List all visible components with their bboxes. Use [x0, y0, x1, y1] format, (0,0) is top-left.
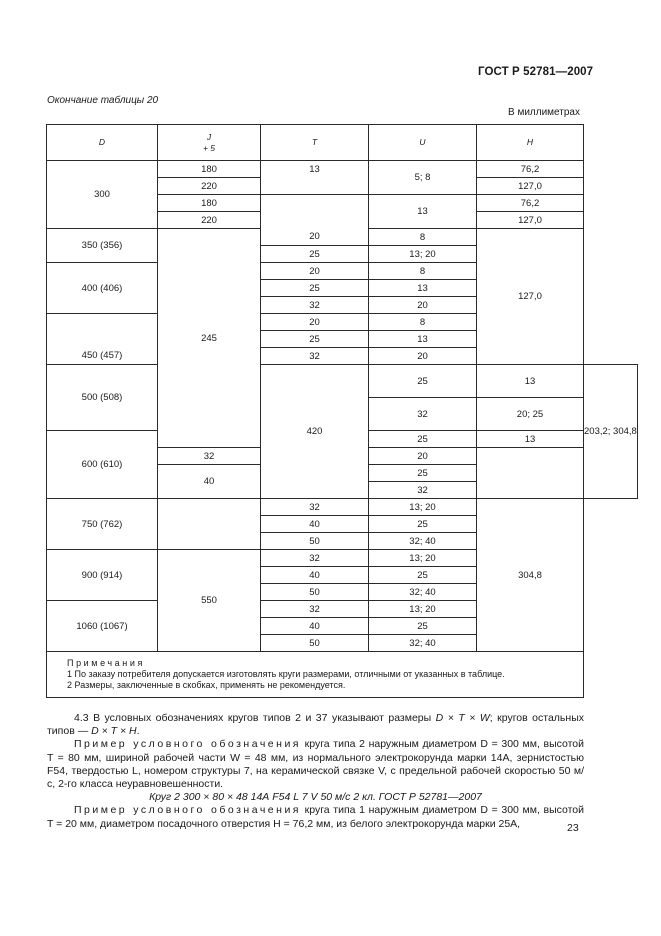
table-cell: 25 [261, 246, 369, 263]
table-cell: 20 [369, 448, 477, 465]
table-cell: 32 [261, 297, 369, 314]
table-cell: 25 [261, 331, 369, 348]
table-cell: 400 (406) [47, 263, 158, 314]
table-cell: 900 (914) [47, 550, 158, 601]
table-cell: 20 [261, 263, 369, 280]
example-paragraph-2: Пример условного обозначения круга типа 1 наружным диаметром D = 300 мм, высотой T = 20 мм, диаметром посадочного отверстия H = 76,2 мм, из белого электрокорунда марки 25А, [47, 804, 585, 830]
page-number: 23 [567, 822, 579, 834]
header-j [158, 125, 261, 161]
table-cell: 420 [261, 365, 369, 499]
table-cell: 25 [369, 516, 477, 533]
table-cell: 76,2 [477, 161, 584, 178]
table-cell: 8 [369, 229, 477, 246]
example-label: Пример условного обозначения [74, 804, 301, 817]
header-t: T [261, 125, 369, 161]
table-cell: 127,0 [477, 229, 584, 365]
table-cell: 127,0 [477, 178, 584, 195]
notes-title: Примечания [67, 658, 145, 668]
table-cell: 600 (610) [47, 431, 158, 499]
table-row [47, 499, 638, 516]
table-cell: 32 [261, 601, 369, 618]
table-cell: 32; 40 [369, 533, 477, 550]
table-cell: 25 [369, 431, 477, 448]
table-cell: 13 [369, 280, 477, 297]
table-cell [158, 499, 261, 550]
table-notes [47, 652, 584, 698]
table-cell: 127,0 [477, 212, 584, 229]
header-j-symbol: J [206, 131, 212, 142]
table-cell: 8 [369, 314, 477, 331]
table-cell: 25 [261, 280, 369, 297]
table-cell: 50 [261, 584, 369, 601]
table-cell: 1060 (1067) [47, 601, 158, 652]
table-cell: 13; 20 [369, 246, 477, 263]
table-cell: 40 [261, 516, 369, 533]
table-cell: 13; 20 [369, 550, 477, 567]
table-cell: 220 [158, 178, 261, 195]
table-cell: 8 [369, 263, 477, 280]
paragraph-4-3: 4.3 В условных обозначениях кругов типов 2 и 37 указывают размеры D × T × W; кругов остальных типов — D × T × H. [47, 712, 584, 738]
notes-row [47, 652, 638, 698]
table-cell: 5; 8 [369, 161, 477, 195]
header-d: D [47, 125, 158, 161]
table-cell: 20 [369, 297, 477, 314]
table-cell: 50 [261, 635, 369, 652]
table-cell: 300 [47, 161, 158, 229]
table-cell: 76,2 [477, 195, 584, 212]
table-cell: 13 [477, 431, 584, 448]
example-paragraph-1: Пример условного обозначения круга типа 2 наружным диаметром D = 300 мм, высотой T = 80 мм, шириной рабочей части W = 48 мм, из нормального электрокорунда марки 14А, зернистостью F54, твердостью L, номером структуры 7, на керамической связке V, с предельной рабочей скоростью 50 м/с, 2-го класса неуравновешенности. [47, 738, 585, 791]
body-text [47, 712, 584, 831]
table-header-row [47, 125, 638, 161]
table-cell: 20 [261, 314, 369, 331]
dimensions-table [46, 124, 638, 698]
table-cell: 350 (356) [47, 229, 158, 263]
header-u: U [369, 125, 477, 161]
document-id: ГОСТ Р 52781—2007 [478, 66, 594, 78]
example-label: Пример условного обозначения [74, 738, 301, 751]
header-h: H [477, 125, 584, 161]
table-cell: 13 [369, 195, 477, 229]
table-cell: 180 [158, 161, 261, 178]
table-cell: 40 [261, 567, 369, 584]
table-cell: 13; 20 [369, 499, 477, 516]
table-cell: 32 [158, 448, 261, 465]
designation-example: Круг 2 300 × 80 × 48 14А F54 L 7 V 50 м/с 2 кл. ГОСТ Р 52781—2007 [149, 791, 482, 804]
table-cell: 40 [158, 465, 261, 499]
table-cell: 25 [369, 465, 477, 482]
table-cell: 25 [369, 365, 477, 398]
header-j-tolerance: + 5 [202, 142, 216, 153]
table-cell: 203,2; 304,8 [584, 365, 638, 499]
table-row [47, 161, 638, 178]
table-cell: 20; 25 [477, 398, 584, 431]
table-cell: 220 [158, 212, 261, 229]
table-cell: 13 [261, 161, 369, 195]
table-cell: 50 [261, 533, 369, 550]
table-cell: 32 [261, 499, 369, 516]
table-cell: 245 [158, 229, 261, 448]
table-cell: 13; 20 [369, 601, 477, 618]
table-cell: 32 [261, 550, 369, 567]
table-cell: 32 [369, 482, 477, 499]
table-cell: 180 [158, 195, 261, 212]
table-row [47, 365, 638, 398]
table-cell: 13 [369, 331, 477, 348]
table-cell: 25 [369, 618, 477, 635]
units-label: В миллиметрах [508, 107, 580, 118]
table-caption: Окончание таблицы 20 [47, 95, 159, 106]
table-cell: 450 (457) [47, 314, 158, 365]
note-item: 2 Размеры, заключенные в скобках, применять не рекомендуется. [67, 680, 346, 690]
table-cell: 32; 40 [369, 584, 477, 601]
table-cell: 20 [369, 348, 477, 365]
table-cell: 32; 40 [369, 635, 477, 652]
table-cell: 32 [261, 348, 369, 365]
table-cell: 750 (762) [47, 499, 158, 550]
table-cell: 25 [369, 567, 477, 584]
table-cell: 20 [261, 195, 369, 246]
table-cell: 304,8 [477, 499, 584, 652]
table-cell: 13 [477, 365, 584, 398]
table-cell: 40 [261, 618, 369, 635]
note-item: 1 По заказу потребителя допускается изготовлять круги размерами, отличными от указанных в таблице. [67, 669, 505, 679]
table-cell: 32 [369, 398, 477, 431]
table-cell: 500 (508) [47, 365, 158, 431]
table-cell: 550 [158, 550, 261, 652]
